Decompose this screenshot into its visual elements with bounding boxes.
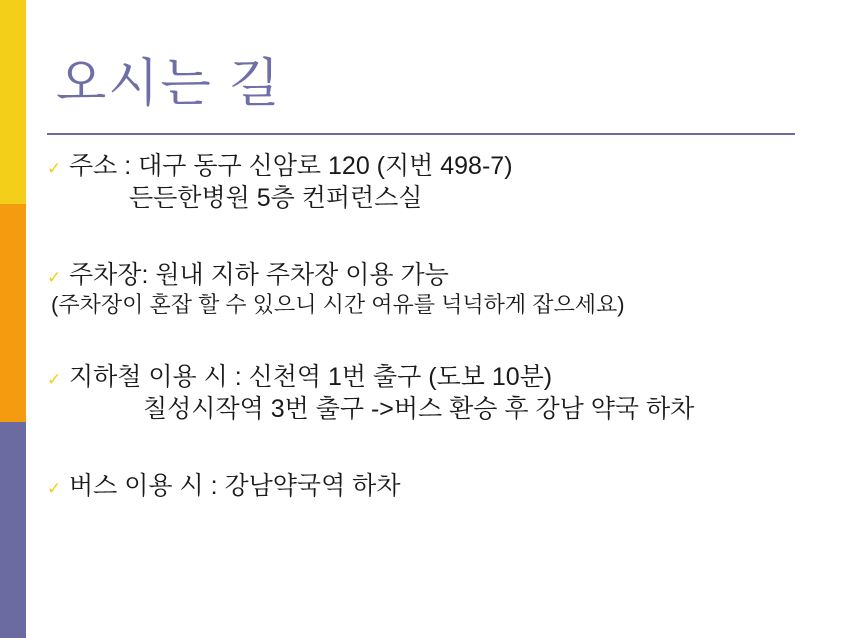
- title-divider: [47, 133, 795, 135]
- sub-text-address-detail: 든든한병원 5층 컨퍼런스실: [129, 184, 423, 212]
- content-block-parking: [47, 259, 807, 320]
- check-icon: ✓: [47, 478, 62, 498]
- color-bar-segment-purple: [0, 422, 26, 638]
- bullet-text-subway: 지하철 이용 시 : 신천역 1번 출구 (도보 10분): [69, 363, 553, 392]
- check-icon: ✓: [47, 159, 62, 178]
- bullet-text-parking: 주차장: 원내 지하 주차장 이용 가능: [69, 260, 449, 289]
- check-icon: ✓: [47, 267, 62, 287]
- sub-text-subway-detail: 칠성시작역 3번 출구 ->버스 환승 후 강남 약국 하차: [143, 395, 695, 424]
- color-bar-segment-yellow: [0, 0, 26, 204]
- content-block-subway: [47, 361, 807, 426]
- slide-title: 오시는 길: [56, 55, 282, 113]
- bullet-item: [47, 361, 807, 393]
- check-icon: ✓: [47, 370, 62, 390]
- bullet-text-bus: 버스 이용 시 : 강남약국역 하차: [69, 471, 401, 500]
- bullet-item: [47, 150, 807, 182]
- content-block-bus: [47, 470, 807, 502]
- bullet-text-address: 주소 : 대구 동구 신암로 120 (지번 498-7): [69, 152, 513, 180]
- note-text-parking: (주차장이 혼잡 할 수 있으니 시간 여유를 넉넉하게 잡으세요): [51, 291, 625, 317]
- bullet-item: [47, 259, 807, 291]
- color-bar-segment-orange: [0, 204, 26, 422]
- slide-content: [47, 148, 807, 502]
- content-block-address: [47, 150, 807, 215]
- decorative-color-bar: [0, 0, 26, 638]
- bullet-item: [47, 470, 807, 502]
